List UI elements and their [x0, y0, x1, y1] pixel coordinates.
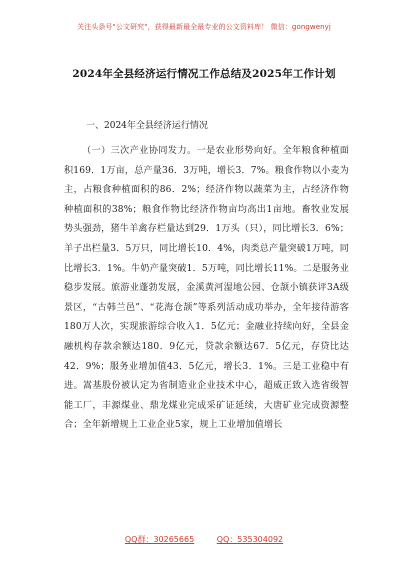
footer-contact-bar [0, 534, 408, 545]
qq-group-link[interactable]: QQ群：30265665 [124, 535, 195, 544]
body-paragraph: （一）三次产业协同发力。一是农业形势向好。全年粮食种植面积169．1万亩，总产量36．3万吨，增长3．7%。粮食作物以小麦为主，占粮食种植面积的86．2%；经济作物以蔬菜为主，占经济作物种植面积的38%；粮食作物比经济作物亩均高出1亩地。畜牧业发展势头强劲，猪牛羊禽存栏量达到29．1万头（只），同比增长3．6%；羊子出栏量3．5万只，同比增长10．4%，肉类总产量突破1万吨，同比增长3．1%。牛奶产量突破1．5万吨，同比增长11%。二是服务业稳步发展。旅游业蓬勃发展，金溪黄河湿地公园、仓颉小镇获评3A级景区，“古韩兰邑”、“花海仓颉”等系列活动成功举办，全年接待游客180万人次，实现旅游综合收入1．5亿元；金融业持续向好，全县金融机构存款余额达180．9亿元，贷款余额达67．5亿元，存贷比达42．9%；服务业增加值43．5亿元，增长3．1%。三是工业稳中有进。嵩基股份被认定为省制造业企业技术中心，超威正致入选省级智能工厂，丰源煤业、鼎龙煤业完成采矿证延续，大唐矿业完成资源整合；全年新增规上工业企业5家，规上工业增加值增长 [64, 146, 349, 431]
section-heading: 一、2024年全县经济运行情况 [86, 121, 208, 131]
top-banner: 关注头条号"公文研究"，获得最新最全最专业的公文资料库！ 微信：gongwenyj [77, 23, 331, 31]
document-title: 2024年全县经济运行情况工作总结及2025年工作计划 [72, 68, 336, 80]
qq-contact-link[interactable]: QQ：535304092 [216, 535, 284, 544]
